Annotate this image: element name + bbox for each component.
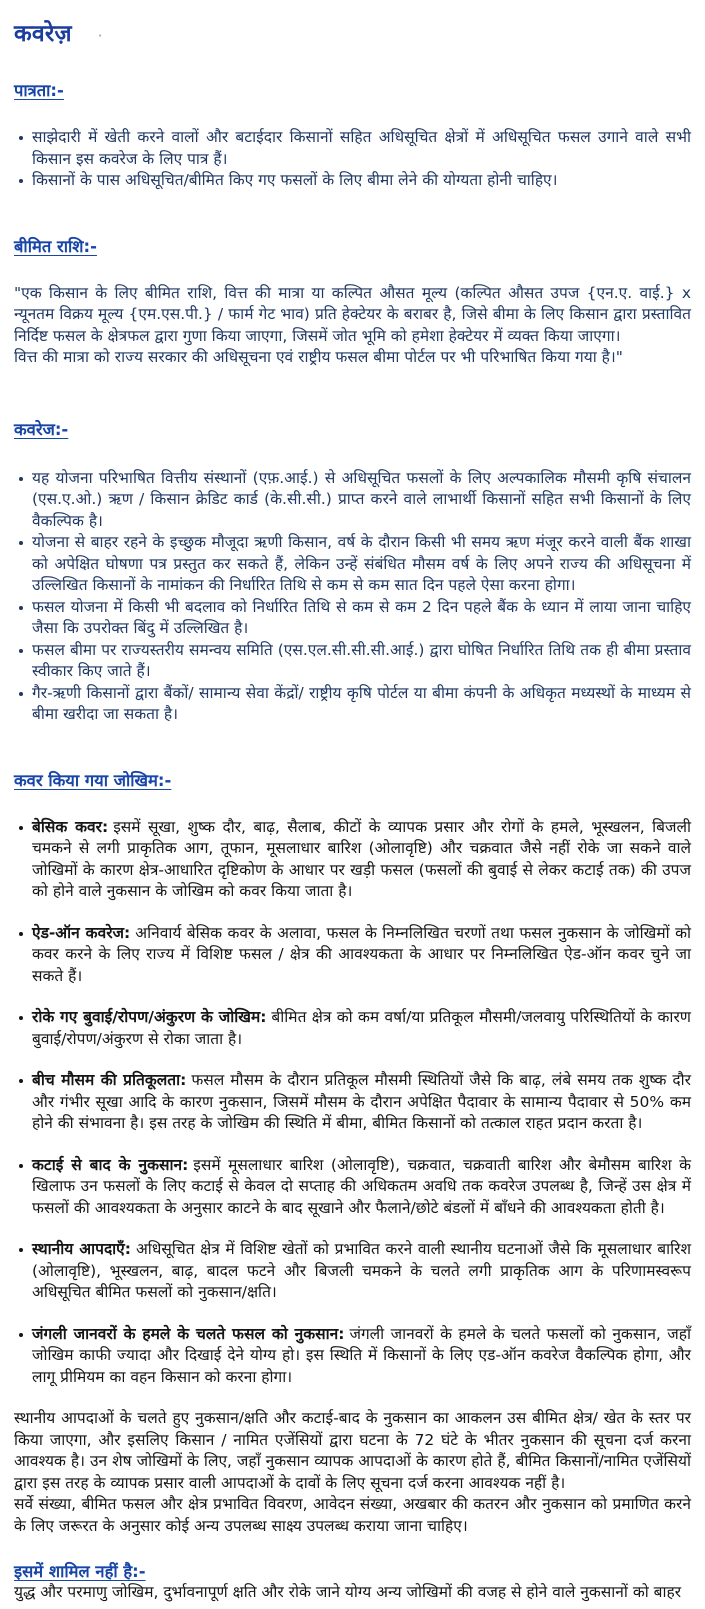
bullet-icon	[19, 649, 23, 653]
coverage-list	[14, 468, 691, 726]
list-item	[14, 1007, 691, 1050]
heading-eligibility: पात्रता:-	[14, 81, 64, 100]
heading-sum-insured: बीमित राशि:-	[14, 236, 97, 256]
bullet-icon	[19, 932, 23, 936]
bullet-icon	[19, 179, 23, 183]
risk-item-lead: बेसिक कवर:	[32, 817, 109, 836]
page-title-text: कवरेज़	[14, 21, 72, 47]
risk-item-text	[32, 1155, 691, 1220]
risk-item-body: इसमें सूखा, शुष्क दौर, बाढ़, सैलाब, कीटों के व्यापक प्रसार और रोगों के हमले, भूस्खलन, बिजली चमकने से लगी प्राकृतिक आग, तूफान, मूसलाधार बारिश (ओलावृष्टि) और चक्रवात जैसे नहीं रोके जा सकने वाले जोखिमों के कारण क्षेत्र-आधारित दृष्टिकोण के आधार पर खड़ी फसल (फसलों की बुवाई से लेकर कटाई तक) की उपज को होने वाले नुकसान के जोखिम को कवर किया जाता है।	[32, 817, 691, 900]
risk-item-lead: कटाई से बाद के नुकसान:	[32, 1155, 189, 1174]
risk-item-body: अनिवार्य बेसिक कवर के अलावा, फसल के निम्नलिखित चरणों तथा फसल नुकसान के जोखिमों को कवर करने के लिए राज्य में विशिष्ट फसल / क्षेत्र की आवश्यकता के आधार पर निम्नलिखित ऐड-ऑन कवर चुने जा सकते हैं।	[32, 923, 691, 985]
page-title	[14, 16, 691, 48]
risks-closing-paragraph: स्थानीय आपदाओं के चलते हुए नुकसान/क्षति और कटाई-बाद के नुकसान का आकलन उस बीमित क्षेत्र/ खेत के स्तर पर किया जाएगा, और इसलिए किसान / नामित एजेंसियों द्वारा घटना के 72 घंटे के भीतर नुकसान की सूचना दर्ज करना आवश्यक है। उन शेष जोखिमों के लिए, जहाँ नुकसान व्यापक आपदाओं के कारण होते हैं, बीमित किसानों/नामित एजेंसियों द्वारा इस तरह के व्यापक प्रसार वाली आपदाओं के दावों के लिए सूचना दर्ज करना आवश्यक नहीं है।	[14, 1409, 691, 1492]
list-item	[14, 640, 691, 683]
list-item	[14, 170, 691, 192]
title-trailing-dot: ·	[97, 27, 103, 45]
bullet-icon	[19, 1164, 23, 1168]
risk-item-lead: रोके गए बुवाई/रोपण/अंकुरण के जोखिम:	[32, 1008, 267, 1026]
risk-item-text	[32, 817, 691, 903]
list-item	[14, 1155, 691, 1220]
risk-item-text	[32, 923, 691, 988]
list-item	[14, 1070, 691, 1135]
list-item	[14, 468, 691, 533]
bullet-icon	[19, 1016, 23, 1020]
list-item-text: फसल बीमा पर राज्यस्तरीय समन्वय समिति (एस.एल.सी.सी.सी.आई.) द्वारा घोषित निर्धारित तिथि तक ही बीमा प्रस्ताव स्वीकार किए जाते हैं।	[32, 640, 691, 680]
sum-insured-paragraph: "एक किसान के लिए बीमित राशि, वित्त की मात्रा या कल्पित औसत मूल्य (कल्पित औसत उपज {एन.ए. वाई.} x न्यूनतम विक्रय मूल्य {एम.एस.पी.} / फार्म गेट भाव) प्रति हेक्टेयर के बराबर है, जिसे बीमा के लिए किसान द्वारा प्रस्तावित निर्दिष्ट फसल के क्षेत्रफल द्वारा गुणा किया जाएगा, जिसमें जोत भूमि को हमेशा हेक्टेयर में व्यक्त किया जाएगा।	[14, 283, 691, 345]
bullet-icon	[19, 136, 23, 140]
risk-item-body: इसमें मूसलाधार बारिश (ओलावृष्टि), चक्रवात, चक्रवाती बारिश और बेमौसम बारिश के खिलाफ उन फसलों के लिए कटाई से केवल दो सप्ताह की अधिकतम अवधि तक कवरेज उपलब्ध है, जिन्हें उस क्षेत्र में फसलों की आवश्यकता के अनुसार काटने के बाद सूखाने और फैलाने/छोटे बंडलों में बाँधने की आवश्यकता होती है।	[32, 1155, 691, 1217]
eligibility-list	[14, 127, 691, 192]
list-item-text: योजना से बाहर रहने के इच्छुक मौजूदा ऋणी किसान, वर्ष के दौरान किसी भी समय ऋण मंजूर करने वाली बैंक शाखा को अपेक्षित घोषणा पत्र प्रस्तुत कर सकते हैं, लेकिन उन्हें संबंधित मौसम वर्ष के लिए अपने राज्य की अधिसूचना में उल्लिखित किसानों के नामांकन की निर्धारित तिथि से कम से कम सात दिन पहले ऐसा करना होगा।	[32, 533, 691, 594]
list-item	[14, 1239, 691, 1304]
list-item	[14, 923, 691, 988]
risk-item-body: बीमित क्षेत्र को कम वर्षा/या प्रतिकूल मौसमी/जलवायु परिस्थितियों के कारण बुवाई/रोपण/अंकुरण से रोका जाता है।	[32, 1008, 691, 1048]
risk-item-text	[32, 1070, 691, 1135]
risks-closing-paragraph: सर्वे संख्या, बीमित फसल और क्षेत्र प्रभावित विवरण, आवेदन संख्या, अखबार की कतरन और नुकसान को प्रमाणित करने के लिए जरूरत के अनुसार कोई अन्य उपलब्ध साक्ष्य उपलब्ध कराया जाना चाहिए।	[14, 1495, 691, 1535]
bullet-icon	[19, 692, 23, 696]
bullet-icon	[19, 826, 23, 830]
list-item	[14, 597, 691, 640]
risk-item-body: जंगली जानवरों के हमले के चलते फसलों को नुकसान, जहाँ जोखिम काफी ज्यादा और दिखाई देने योग्य हो। इस स्थिति में किसानों के लिए एड-ऑन कवरेज वैकल्पिक होगा, और लागू प्रीमियम का वहन किसान को करना होगा।	[32, 1324, 691, 1386]
risk-item-body: अधिसूचित क्षेत्र में विशिष्ट खेतों को प्रभावित करने वाली स्थानीय घटनाओं जैसे कि मूसलाधार बारिश (ओलावृष्टि), भूस्खलन, बाढ़, बादल फटने और बिजली चमकने के चलते लगी प्राकृतिक आग के परिणामस्वरूप अधिसूचित बीमित फसलों को नुकसान/क्षति।	[32, 1240, 691, 1301]
heading-risks-covered: कवर किया गया जोखिम:-	[14, 770, 172, 790]
risk-item-body: फसल मौसम के दौरान प्रतिकूल मौसमी स्थितियों जैसे कि बाढ़, लंबे समय तक शुष्क दौर और गंभीर सूखा आदि के कारण नुकसान, जिसमें मौसम के दौरान अपेक्षित पैदावार के सामान्य पैदावार से 50% कम होने की संभावना है। इस तरह के जोखिम की स्थिति में बीमा, बीमित किसानों को तत्काल राहत प्रदान करता है।	[32, 1071, 691, 1132]
risk-item-text	[32, 1324, 691, 1389]
risk-item-lead: जंगली जानवरों के हमले के चलते फसल को नुकसान:	[32, 1324, 345, 1343]
list-item	[14, 127, 691, 170]
list-item	[14, 1324, 691, 1389]
bullet-icon	[19, 1248, 23, 1252]
bullet-icon	[19, 1333, 23, 1337]
list-item-text: साझेदारी में खेती करने वालों और बटाईदार किसानों सहित अधिसूचित क्षेत्रों में अधिसूचित फसल उगाने वाले सभी किसान इस कवरेज के लिए पात्र हैं।	[32, 128, 691, 168]
bullet-icon	[19, 1079, 23, 1083]
bullet-icon	[19, 606, 23, 610]
risk-item-lead: ऐड-ऑन कवरेज:	[32, 923, 131, 942]
bullet-icon	[19, 477, 23, 481]
risk-item-lead: बीच मौसम की प्रतिकूलता:	[32, 1071, 187, 1089]
list-item-text: यह योजना परिभाषित वित्तीय संस्थानों (एफ़.आई.) से अधिसूचित फसलों के लिए अल्पकालिक मौसमी कृषि संचालन (एस.ए.ओ.) ऋण / किसान क्रेडिट कार्ड (के.सी.सी.) प्राप्त करने वाले लाभार्थी किसानों सहित सभी किसानों के लिए वैकल्पिक है।	[32, 468, 691, 530]
risk-item-lead: स्थानीय आपदाएँ:	[32, 1240, 131, 1258]
list-item	[14, 532, 691, 597]
risk-item-text	[32, 1007, 691, 1050]
list-item	[14, 683, 691, 726]
sum-insured-paragraph: वित्त की मात्रा को राज्य सरकार की अधिसूचना एवं राष्ट्रीय फसल बीमा पोर्टल पर भी परिभाषित किया गया है।"	[14, 348, 623, 366]
risks-list	[14, 817, 691, 1389]
bullet-icon	[19, 541, 23, 545]
list-item-text: गैर-ऋणी किसानों द्वारा बैंकों/ सामान्य सेवा केंद्रों/ राष्ट्रीय कृषि पोर्टल या बीमा कंपनी के अधिकृत मध्यस्थों के माध्यम से बीमा खरीदा जा सकता है।	[32, 683, 691, 723]
risk-item-text	[32, 1239, 691, 1304]
list-item-text: किसानों के पास अधिसूचित/बीमित किए गए फसलों के लिए बीमा लेने की योग्यता होनी चाहिए।	[32, 171, 558, 189]
heading-exclusions: इसमें शामिल नहीं है:-	[14, 1562, 146, 1581]
heading-coverage: कवरेज:-	[14, 419, 69, 439]
exclusions-text: युद्ध और परमाणु जोखिम, दुर्भावनापूर्ण क्षति और रोके जाने योग्य अन्य जोखिमों की वजह से होने वाले नुकसानों को बाहर	[14, 1583, 682, 1601]
list-item	[14, 817, 691, 903]
list-item-text: फसल योजना में किसी भी बदलाव को निर्धारित तिथि से कम से कम 2 दिन पहले बैंक के ध्यान में लाया जाना चाहिए जैसा कि उपरोक्त बिंदु में उल्लिखित है।	[32, 597, 691, 637]
